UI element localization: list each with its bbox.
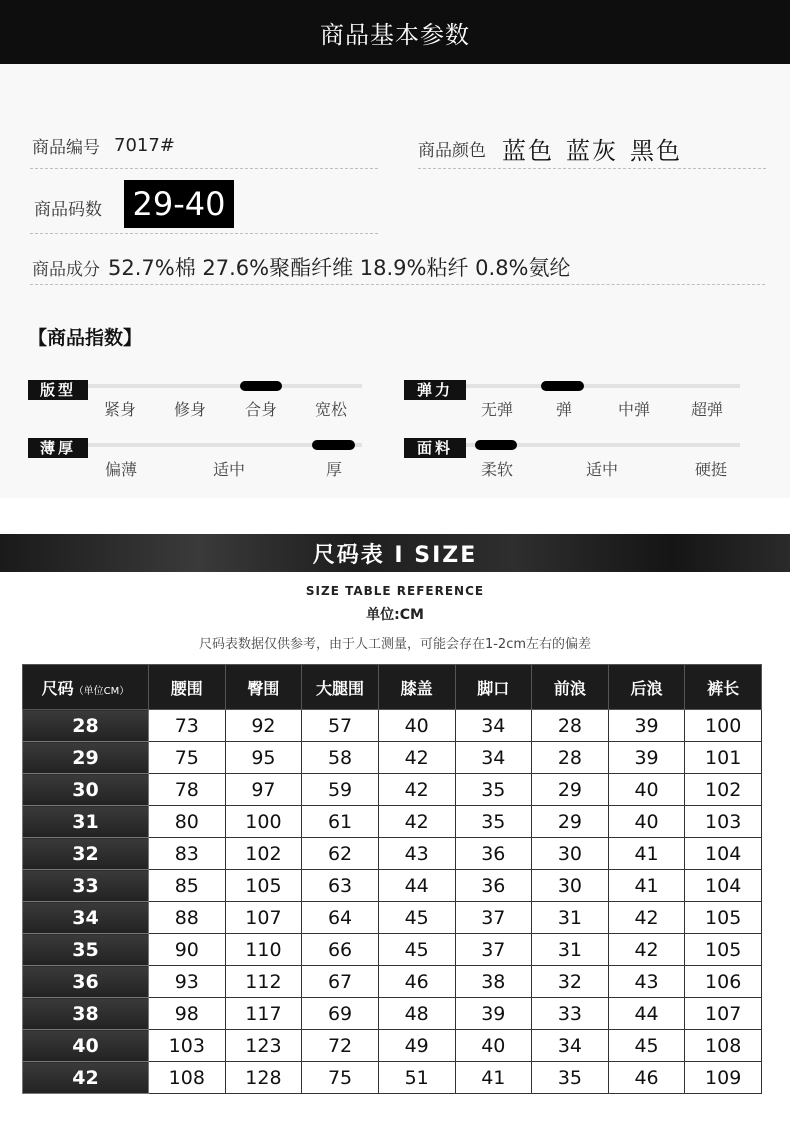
- fabric-tag: 面料: [404, 438, 466, 458]
- product-size-row: [34, 195, 102, 220]
- measurement-cell: 73: [149, 710, 226, 742]
- measurement-cell: 66: [302, 934, 379, 966]
- measurement-cell: 44: [608, 998, 685, 1030]
- measurement-cell: 40: [455, 1030, 532, 1062]
- fabric-marker: [475, 440, 517, 450]
- measurement-cell: 112: [225, 966, 302, 998]
- measurement-cell: 35: [455, 774, 532, 806]
- measurement-cell: 31: [532, 902, 609, 934]
- size-cell: 34: [23, 902, 149, 934]
- measurement-cell: 75: [149, 742, 226, 774]
- divider: [30, 233, 378, 234]
- measurement-cell: 69: [302, 998, 379, 1030]
- measurement-cell: 34: [455, 742, 532, 774]
- measurement-cell: 110: [225, 934, 302, 966]
- measurement-cell: 31: [532, 934, 609, 966]
- measurement-cell: 67: [302, 966, 379, 998]
- elasticity-option: 弹: [555, 400, 573, 419]
- measurement-cell: 83: [149, 838, 226, 870]
- table-row: [23, 902, 762, 934]
- index-title: 【商品指数】: [28, 327, 143, 349]
- measurement-cell: 123: [225, 1030, 302, 1062]
- measurement-cell: 28: [532, 742, 609, 774]
- measurement-cell: 108: [149, 1062, 226, 1094]
- size-reference-heading: SIZE TABLE REFERENCE: [305, 584, 485, 598]
- measurement-cell: 98: [149, 998, 226, 1030]
- thickness-option: 偏薄: [104, 460, 138, 479]
- measurement-cell: 40: [608, 806, 685, 838]
- page-title: 商品基本参数: [320, 20, 470, 49]
- measurement-cell: 102: [225, 838, 302, 870]
- measurement-cell: 32: [532, 966, 609, 998]
- page-title-bar: [0, 0, 790, 64]
- table-row: [23, 806, 762, 838]
- thickness-marker: [312, 440, 355, 450]
- measurement-cell: 72: [302, 1030, 379, 1062]
- thickness-option: 厚: [325, 460, 343, 479]
- size-cell: 30: [23, 774, 149, 806]
- table-row: [23, 998, 762, 1030]
- measurement-cell: 44: [378, 870, 455, 902]
- measurement-cell: 46: [608, 1062, 685, 1094]
- table-row: [23, 1030, 762, 1062]
- measurement-cell: 61: [302, 806, 379, 838]
- measurement-cell: 46: [378, 966, 455, 998]
- measurement-cell: 93: [149, 966, 226, 998]
- measurement-cell: 42: [608, 934, 685, 966]
- size-cell: 38: [23, 998, 149, 1030]
- measurement-cell: 95: [225, 742, 302, 774]
- measurement-cell: 37: [455, 902, 532, 934]
- measurement-cell: 104: [685, 870, 762, 902]
- divider: [418, 168, 766, 169]
- elasticity-option: 无弹: [480, 400, 514, 419]
- measurement-cell: 30: [532, 838, 609, 870]
- measurement-cell: 90: [149, 934, 226, 966]
- measurement-cell: 35: [532, 1062, 609, 1094]
- measurement-cell: 106: [685, 966, 762, 998]
- measurement-cell: 103: [685, 806, 762, 838]
- measurement-cell: 41: [455, 1062, 532, 1094]
- table-row: [23, 870, 762, 902]
- table-row: [23, 742, 762, 774]
- measurement-cell: 58: [302, 742, 379, 774]
- measurement-cell: 30: [532, 870, 609, 902]
- measurement-cell: 62: [302, 838, 379, 870]
- measurement-cell: 28: [532, 710, 609, 742]
- measurement-cell: 63: [302, 870, 379, 902]
- size-chart-title: 尺码表 I SIZE: [312, 542, 478, 568]
- size-range-badge: [124, 180, 234, 228]
- column-header: 膝盖: [378, 665, 455, 710]
- measurement-cell: 33: [532, 998, 609, 1030]
- measurement-cell: 92: [225, 710, 302, 742]
- measurement-cell: 100: [225, 806, 302, 838]
- size-note: 尺码表数据仅供参考，由于人工测量，可能会存在1-2cm左右的偏差: [198, 637, 592, 652]
- product-size-label: 商品码数: [34, 200, 102, 220]
- measurement-cell: 38: [455, 966, 532, 998]
- product-color-row: [418, 131, 682, 166]
- measurement-cell: 37: [455, 934, 532, 966]
- table-row: [23, 934, 762, 966]
- size-range-value: 29-40: [132, 185, 226, 223]
- fit-option: 修身: [173, 400, 207, 419]
- measurement-cell: 117: [225, 998, 302, 1030]
- measurement-cell: 48: [378, 998, 455, 1030]
- measurement-cell: 40: [378, 710, 455, 742]
- size-cell: 32: [23, 838, 149, 870]
- size-cell: 33: [23, 870, 149, 902]
- measurement-cell: 42: [608, 902, 685, 934]
- measurement-cell: 80: [149, 806, 226, 838]
- product-code-value: 7017#: [114, 135, 175, 156]
- measurement-cell: 105: [225, 870, 302, 902]
- measurement-cell: 40: [608, 774, 685, 806]
- fit-track: [88, 384, 362, 388]
- size-cell: 29: [23, 742, 149, 774]
- color-option: 蓝色: [502, 137, 554, 165]
- divider: [30, 168, 378, 169]
- fit-option: 合身: [244, 400, 278, 419]
- measurement-cell: 34: [532, 1030, 609, 1062]
- measurement-cell: 108: [685, 1030, 762, 1062]
- column-header: 后浪: [608, 665, 685, 710]
- fabric-option: 硬挺: [694, 460, 728, 479]
- measurement-cell: 107: [685, 998, 762, 1030]
- measurement-cell: 36: [455, 838, 532, 870]
- measurement-cell: 43: [608, 966, 685, 998]
- measurement-cell: 29: [532, 806, 609, 838]
- fit-option: 宽松: [314, 400, 348, 419]
- measurement-cell: 109: [685, 1062, 762, 1094]
- elasticity-option: 超弹: [690, 400, 724, 419]
- measurement-cell: 36: [455, 870, 532, 902]
- table-row: [23, 1062, 762, 1094]
- table-row: [23, 838, 762, 870]
- table-row: [23, 710, 762, 742]
- measurement-cell: 45: [378, 934, 455, 966]
- color-option: 蓝灰: [566, 137, 618, 165]
- column-header: 前浪: [532, 665, 609, 710]
- measurement-cell: 42: [378, 742, 455, 774]
- measurement-cell: 105: [685, 902, 762, 934]
- thickness-option: 适中: [212, 460, 246, 479]
- size-cell: 40: [23, 1030, 149, 1062]
- measurement-cell: 78: [149, 774, 226, 806]
- measurement-cell: 102: [685, 774, 762, 806]
- measurement-cell: 29: [532, 774, 609, 806]
- elasticity-track: [466, 384, 740, 388]
- elasticity-option: 中弹: [617, 400, 651, 419]
- measurement-cell: 43: [378, 838, 455, 870]
- column-header: 臀围: [225, 665, 302, 710]
- size-unit: 单位:CM: [366, 607, 424, 623]
- measurement-cell: 34: [455, 710, 532, 742]
- measurement-cell: 105: [685, 934, 762, 966]
- measurement-cell: 45: [378, 902, 455, 934]
- size-cell: 35: [23, 934, 149, 966]
- measurement-cell: 88: [149, 902, 226, 934]
- column-header: 尺码（单位CM）: [23, 665, 149, 710]
- composition-row: [32, 252, 571, 282]
- column-header: 裤长: [685, 665, 762, 710]
- product-color-label: 商品颜色: [418, 141, 486, 161]
- table-row: [23, 966, 762, 998]
- size-table: [22, 664, 762, 1094]
- measurement-cell: 39: [608, 742, 685, 774]
- measurement-cell: 101: [685, 742, 762, 774]
- column-header: 腰围: [149, 665, 226, 710]
- size-cell: 31: [23, 806, 149, 838]
- elasticity-tag: 弹力: [404, 380, 466, 400]
- column-header: 脚口: [455, 665, 532, 710]
- measurement-cell: 45: [608, 1030, 685, 1062]
- measurement-cell: 103: [149, 1030, 226, 1062]
- composition-value: 52.7%棉 27.6%聚酯纤维 18.9%粘纤 0.8%氨纶: [108, 256, 571, 280]
- fabric-option: 柔软: [480, 460, 514, 479]
- measurement-cell: 75: [302, 1062, 379, 1094]
- fit-marker: [240, 381, 282, 391]
- measurement-cell: 51: [378, 1062, 455, 1094]
- measurement-cell: 85: [149, 870, 226, 902]
- fit-tag: 版型: [28, 380, 88, 400]
- measurement-cell: 128: [225, 1062, 302, 1094]
- size-cell: 42: [23, 1062, 149, 1094]
- measurement-cell: 64: [302, 902, 379, 934]
- measurement-cell: 42: [378, 774, 455, 806]
- measurement-cell: 100: [685, 710, 762, 742]
- composition-label: 商品成分: [32, 260, 100, 280]
- measurement-cell: 104: [685, 838, 762, 870]
- table-row: [23, 774, 762, 806]
- measurement-cell: 42: [378, 806, 455, 838]
- product-code-row: [32, 133, 175, 158]
- elasticity-marker: [541, 381, 584, 391]
- divider: [30, 284, 765, 285]
- measurement-cell: 41: [608, 838, 685, 870]
- product-code-label: 商品编号: [32, 138, 100, 158]
- size-chart-banner: [0, 534, 790, 572]
- size-cell: 28: [23, 710, 149, 742]
- measurement-cell: 35: [455, 806, 532, 838]
- measurement-cell: 107: [225, 902, 302, 934]
- measurement-cell: 39: [455, 998, 532, 1030]
- measurement-cell: 39: [608, 710, 685, 742]
- table-header-row: [23, 665, 762, 710]
- column-header: 大腿围: [302, 665, 379, 710]
- measurement-cell: 97: [225, 774, 302, 806]
- measurement-cell: 59: [302, 774, 379, 806]
- thickness-tag: 薄厚: [28, 438, 88, 458]
- fit-option: 紧身: [103, 400, 137, 419]
- measurement-cell: 57: [302, 710, 379, 742]
- color-option: 黑色: [630, 137, 682, 165]
- size-cell: 36: [23, 966, 149, 998]
- measurement-cell: 41: [608, 870, 685, 902]
- fabric-option: 适中: [585, 460, 619, 479]
- measurement-cell: 49: [378, 1030, 455, 1062]
